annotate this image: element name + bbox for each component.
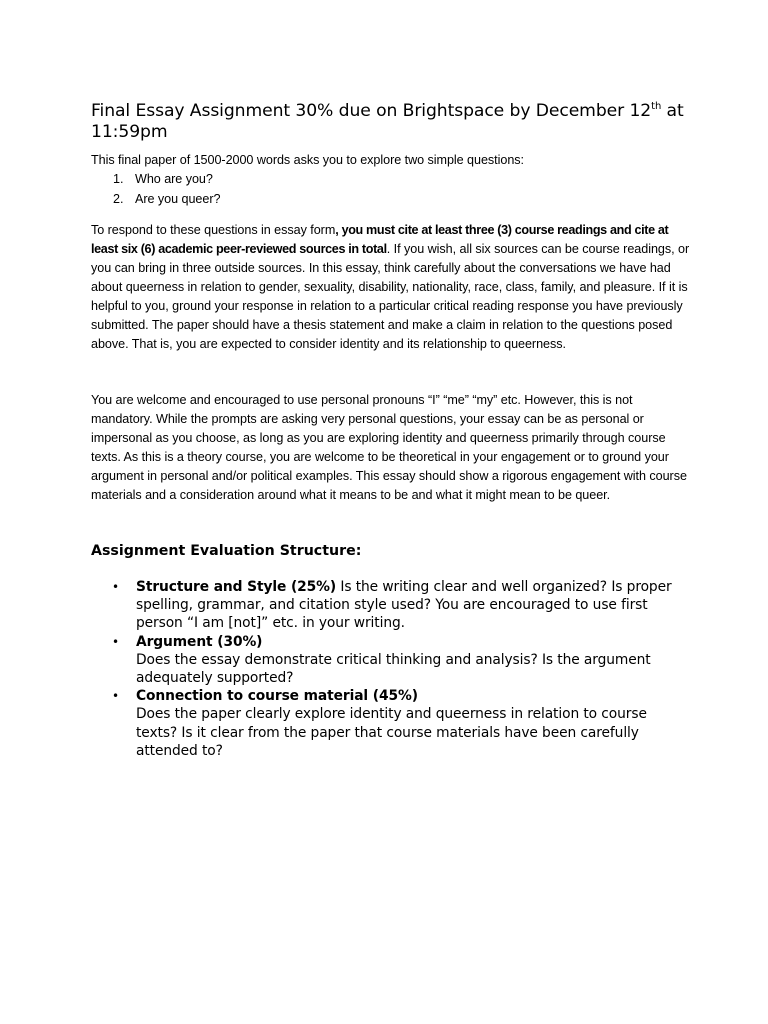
evaluation-item: [91, 687, 691, 760]
criterion-description: Does the paper clearly explore identity and queerness in relation to course texts? Is it clear from the paper that course materials have been carefully attended to?: [136, 706, 647, 759]
pronouns-paragraph: You are welcome and encouraged to use personal pronouns “I” “me” “my” etc. However, this is not mandatory. While the prompts are asking very personal questions, your essay can be as personal or impersonal as you choose, as long as you are exploring identity and queerness primarily through course texts. As this is a theory course, you are welcome to be theoretical in your engagement or to ground your argument in personal and/or political examples. This essay should show a rigorous engagement with course materials and a consideration around what it means to be and what it might mean to be queer.: [91, 393, 687, 502]
requirements-lead: To respond to these questions in essay form: [91, 223, 336, 237]
requirements-rest: . If you wish, all six sources can be course readings, or you can bring in three outside sources. In this essay, think carefully about the conversations we have had about queerness in relation to gender, sexuality, disability, nationality, race, class, family, and pleasure. If it is helpful to you, ground your response in relation to a particular critical reading response you have previously submitted. The paper should have a thesis statement and make a claim in relation to the questions posed above. That is, you are expected to consider identity and its relationship to queerness.: [91, 242, 690, 351]
evaluation-heading: Assignment Evaluation Structure:: [91, 543, 362, 559]
list-number: 1.: [113, 172, 124, 186]
question-text: Are you queer?: [135, 192, 221, 206]
criterion-label: Argument (30%): [136, 633, 263, 650]
assignment-title: [91, 101, 691, 143]
criterion-label: Structure and Style (25%): [136, 579, 337, 595]
question-text: Who are you?: [135, 172, 213, 186]
evaluation-item: [91, 633, 691, 688]
list-number: 2.: [113, 192, 124, 206]
criterion-label: Connection to course material (45%): [136, 688, 418, 705]
requirements-citation-rule: , you must cite at least three (3) course readings and cite at least six (6) academic peer-reviewed sources in total: [91, 223, 669, 256]
title-time: at 11:59pm: [91, 101, 684, 142]
evaluation-item: [91, 578, 691, 633]
title-text: Final Essay Assignment 30% due on Brightspace by December 12: [91, 101, 652, 121]
list-item: [91, 190, 691, 209]
intro-paragraph: This final paper of 1500-2000 words asks you to explore two simple questions:: [91, 153, 524, 167]
evaluation-list: [91, 578, 691, 760]
requirements-paragraph: [91, 221, 691, 354]
list-item: [91, 170, 691, 189]
bullet-icon: •: [112, 634, 119, 649]
bullet-icon: •: [112, 689, 119, 704]
question-list: [91, 170, 691, 209]
bullet-icon: •: [112, 580, 119, 594]
title-superscript: th: [651, 101, 662, 112]
criterion-description: Is the writing clear and well organized? Is proper spelling, grammar, and citation style used? You are encouraged to use first person “I am [not]” etc. in your writing.: [136, 579, 672, 632]
criterion-description: Does the essay demonstrate critical thinking and analysis? Is the argument adequately supported?: [136, 651, 651, 687]
